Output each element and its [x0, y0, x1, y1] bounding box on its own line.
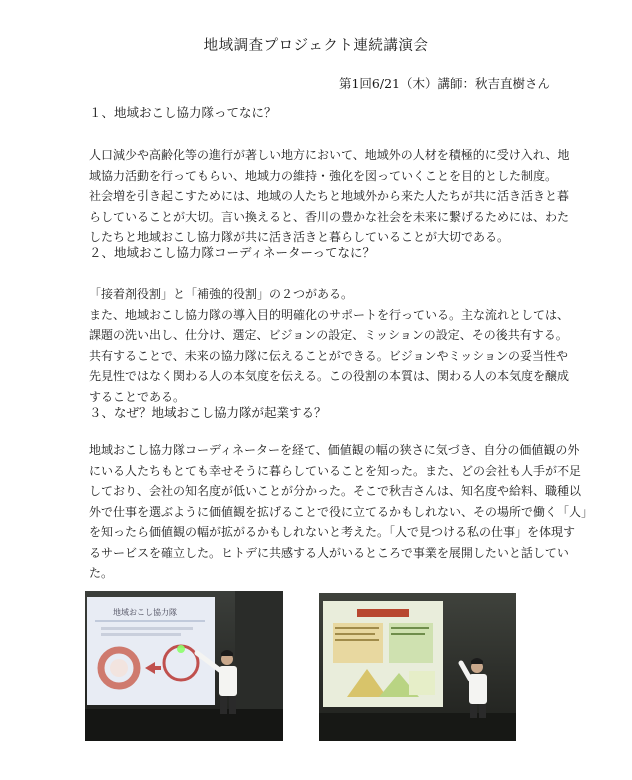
paragraph-line: 先見性ではなく関わる人の本気度を伝える。この役割の本質は、関わる人の本気度を醸成 [89, 369, 570, 383]
paragraph-line: また、地域おこし協力隊の導入目的明確化のサポートを行っている。主な流れとしては、 [89, 307, 570, 322]
section-3-heading: ３、なぜ？地域おこし協力隊が起業する？ [89, 405, 327, 420]
paragraph-line: らしていることが大切。言い換えると、香川の豊かな社会を未来に繋げるためには、わた [89, 209, 570, 224]
paragraph-line: 人口減少や高齢化等の進行が著しい地方において、地域外の人材を積極的に受け入れ、地 [89, 148, 570, 162]
paragraph-line: た。 [89, 566, 114, 580]
paragraph-line: 「接着剤役割」と「補強的役割」の２つがある。 [89, 287, 354, 301]
paragraph-line: することである。 [89, 389, 186, 404]
lecture-photo-2 [319, 593, 516, 741]
slide-title: 地域おこし協力隊 [113, 608, 177, 617]
paragraph-line: を知ったら価値観の幅が拡がるかもしれないと考えた。「人で見つける私の仕事」を体現す [89, 525, 576, 539]
paragraph-line: 共有することで、未来の協力隊に伝えることができる。ビジョンやミッションの妥当性や [89, 348, 569, 363]
paragraph-line: 課題の洗い出し、仕分け、選定、ビジョンの設定、ミッションの設定、その後共有する。 [89, 328, 568, 342]
paragraph-line: しており、会社の知名度が低いことが分かった。そこで秋吉さんは、知名度や給料、職種以 [89, 484, 582, 498]
section-2-heading: ２、地域おこし協力隊コーディネーターってなに？ [89, 245, 376, 260]
paragraph-line: 地域おこし協力隊コーディネーターを経て、価値観の幅の狭さに気づき、自分の価値観の外 [89, 443, 580, 457]
paragraph-line: るサービスを確立した。ヒトデに共感する人がいるところで事業を展開したいと話してい [89, 545, 569, 560]
lecture-info: 第1回6/21（木）講師：秋吉直樹さん [338, 76, 550, 91]
paragraph-line: 社会増を引き起こすためには、地域の人たちと地域外から来た人たちが共に活き活きと暮 [89, 189, 570, 203]
section-2-body [89, 284, 570, 407]
paragraph-line: にいる人たちもとても幸せそうに暮らしていることを知った。また、どの会社も人手が不足 [89, 463, 582, 478]
paragraph-line: 外で仕事を選ぶように価値観を拡げることで役に立てるかもしれない、その場所で働く「人」 [89, 504, 594, 519]
document-title: 地域調査プロジェクト連続講演会 [203, 38, 429, 54]
section-1-heading: １、地域おこし協力隊ってなに？ [89, 105, 277, 120]
paragraph-line: したちと地域おこし協力隊が共に活き活きと暮らしていることが大切である。 [89, 230, 510, 244]
section-3-body [89, 440, 594, 584]
paragraph-line: 域協力活動を行ってもらい、地域力の維持・強化を図っていくことを目的とした制度。 [89, 168, 558, 183]
lecture-photo-1 [85, 591, 283, 741]
section-1-body [89, 145, 570, 248]
